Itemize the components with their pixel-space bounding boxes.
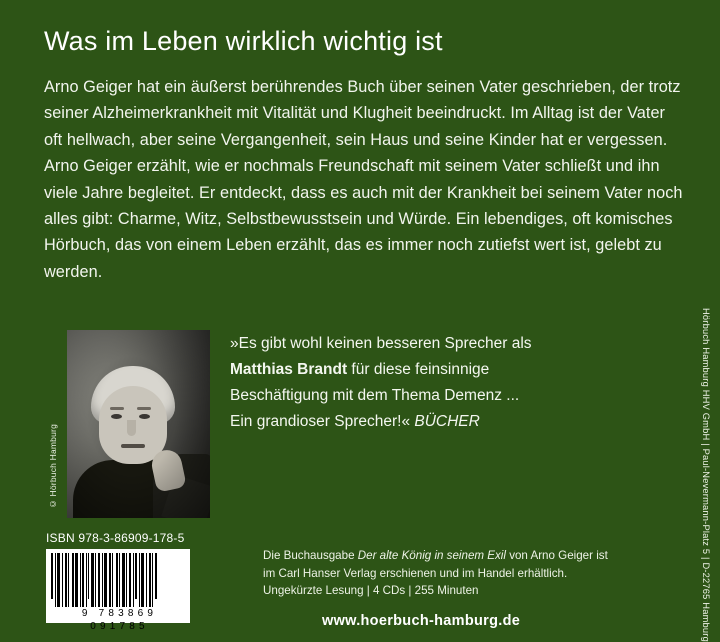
quote-line-4-text: Ein grandioser Sprecher!« — [230, 413, 411, 431]
photo-vignette — [67, 330, 210, 518]
barcode — [46, 549, 190, 632]
quote-line-3: Beschäftigung mit dem Thema Demenz ... — [230, 387, 520, 405]
press-quote — [230, 331, 630, 435]
website-url: www.hoerbuch-hamburg.de — [322, 613, 521, 629]
imprint-line-1-b: von Arno Geiger ist — [505, 549, 608, 562]
imprint-book-title: Der alte König in seinem Exil — [357, 549, 506, 562]
quote-line-1: »Es gibt wohl keinen besseren Sprecher als — [230, 335, 532, 352]
quote-source: BÜCHER — [414, 413, 480, 431]
imprint-line-2: im Carl Hanser Verlag erschienen und im Handel erhältlich. — [263, 566, 568, 580]
publisher-address: Hörbuch Hamburg HHV GmbH | Paul-Nevermann-Platz 5 | D-22765 Hamburg — [701, 308, 711, 642]
barcode-bars — [51, 553, 185, 607]
imprint-line-3: Ungekürzte Lesung | 4 CDs | 255 Minuten — [263, 584, 479, 598]
photo-credit: © Hörbuch Hamburg — [48, 424, 58, 510]
author-photo-wrapper — [67, 330, 210, 518]
quote-line-2 — [230, 357, 630, 383]
quote-line-2-rest: für diese feinsinnige — [347, 361, 490, 379]
barcode-digits: 9 783869 091785 — [81, 608, 158, 632]
page-title: Was im Leben wirklich wichtig ist — [44, 26, 443, 56]
imprint-block — [263, 547, 633, 600]
quote-speaker: Matthias Brandt — [230, 361, 348, 379]
imprint-line-1-a: Die Buchausgabe — [263, 549, 358, 562]
imprint-line-1 — [263, 547, 633, 565]
author-photo — [67, 330, 210, 518]
blurb-text: Arno Geiger hat ein äußerst berührendes Buch über seinen Vater geschrieben, der trotz seiner Alzheimerkrankheit mit Vitalität und Klugheit beeindruckt. Im Alltag ist der Vater oft hellwach, aber seine Vergangenheit, sein Haus und seine Kinder hat er vergessen. Arno Geiger erzählt, wie er nochmals Freundschaft mit seinem Vater schließt und ihn viele Jahre begleitet. Er entdeckt, dass es auch mit der Krankheit bei seinem Vater noch alles gibt: Charme, Witz, Selbstbewusstsein und Würde. Ein lebendiges, oft komisches Hörbuch, das von einem Leben erzählt, das es immer noch zutiefst wert ist, gelebt zu werden. — [44, 78, 683, 281]
isbn-text: ISBN 978-3-86909-178-5 — [46, 531, 185, 545]
quote-line-4 — [230, 409, 630, 435]
